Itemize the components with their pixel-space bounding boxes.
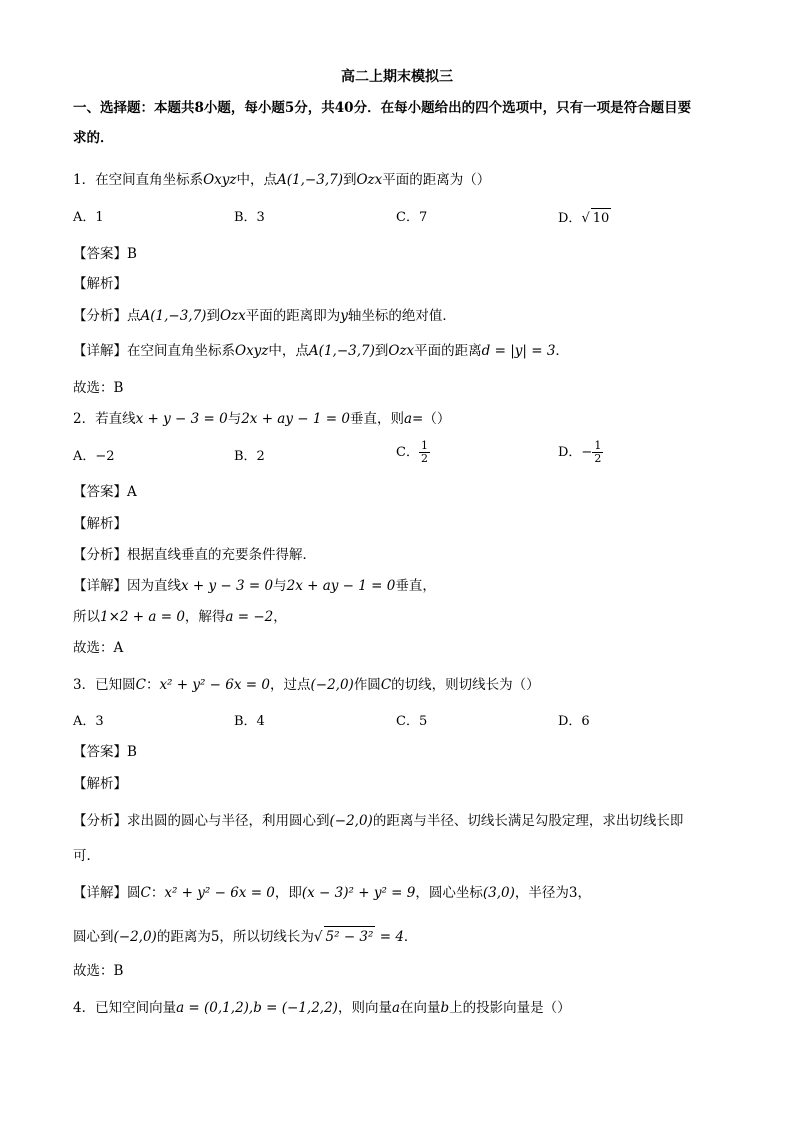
q1-option-b: B．3 (234, 210, 265, 225)
q3-option-b: B．4 (234, 714, 265, 729)
q3-option-c: C．5 (396, 714, 428, 729)
page-title: 高二上期末模拟三 (341, 69, 453, 85)
q3-option-a: A．3 (73, 714, 104, 729)
q2-option-d: D．− $\frac{1}{2}$ (558, 439, 602, 465)
q1-option-a: A．1 (73, 210, 104, 225)
q2-fenxi: 【分析】根据直线垂直的充要条件得解． (73, 547, 316, 563)
q2-choose: 故选：A (73, 640, 124, 656)
section-heading-cont: 求的． (73, 130, 114, 146)
q1-answer: 【答案】B (73, 246, 137, 262)
q3-option-d: D．6 (558, 714, 590, 729)
q1-option-d: D．√ 10 (558, 208, 611, 229)
q1-analysis-label: 【解析】 (73, 276, 127, 292)
q3-choose: 故选：B (73, 963, 124, 979)
q1-choose: 故选：B (73, 380, 124, 396)
q2-analysis-label: 【解析】 (73, 516, 127, 532)
q3-fenxi-cont: 可． (73, 848, 100, 864)
q2-option-c: C． $\frac{1}{2}$ (396, 439, 428, 465)
q3-detail: 【详解】圆C：x² + y² − 6x = 0，即(x − 3)² + y² = 9，圆心坐标(3,0)，半径为3， (73, 885, 591, 901)
q2-answer: 【答案】A (73, 484, 137, 500)
q3-stem: 3．已知圆C：x² + y² − 6x = 0，过点(−2,0)作圆C的切线，则切线长为（） (73, 677, 540, 693)
q1-option-c: C．7 (396, 210, 428, 225)
q2-detail: 【详解】因为直线x + y − 3 = 0与2x + ay − 1 = 0垂直， (73, 578, 436, 594)
q2-option-a: A．−2 (73, 449, 115, 464)
q2-solve: 所以1×2 + a = 0，解得a = −2， (73, 609, 287, 625)
q3-fenxi: 【分析】求出圆的圆心与半径，利用圆心到(−2,0)的距离与半径、切线长满足勾股定理，求出切线长即 (73, 813, 684, 829)
section-heading: 一、选择题：本题共8小题，每小题5分，共40分．在每小题给出的四个选项中，只有一项是符合题目要 (73, 100, 692, 116)
q3-answer: 【答案】B (73, 744, 137, 760)
q2-stem: 2．若直线x + y − 3 = 0与2x + ay − 1 = 0垂直，则a=（） (73, 411, 451, 427)
q2-option-b: B．2 (234, 449, 265, 464)
q3-detail-cont: 圆心到(−2,0)的距离为5，所以切线长为√ 5² − 3² = 4． (73, 926, 417, 947)
q1-stem: 1．在空间直角坐标系Oxyz中，点A(1,−3,7)到Ozx平面的距离为（） (73, 172, 491, 188)
q1-detail: 【详解】在空间直角坐标系Oxyz中，点A(1,−3,7)到Ozx平面的距离d = |y| = 3． (73, 343, 569, 359)
q1-fenxi: 【分析】点A(1,−3,7)到Ozx平面的距离即为y轴坐标的绝对值． (73, 308, 456, 324)
q4-stem: 4．已知空间向量a = (0,1,2),b = (−1,2,2)，则向量a在向量b上的投影向量是（） (73, 1000, 571, 1016)
q3-analysis-label: 【解析】 (73, 776, 127, 792)
